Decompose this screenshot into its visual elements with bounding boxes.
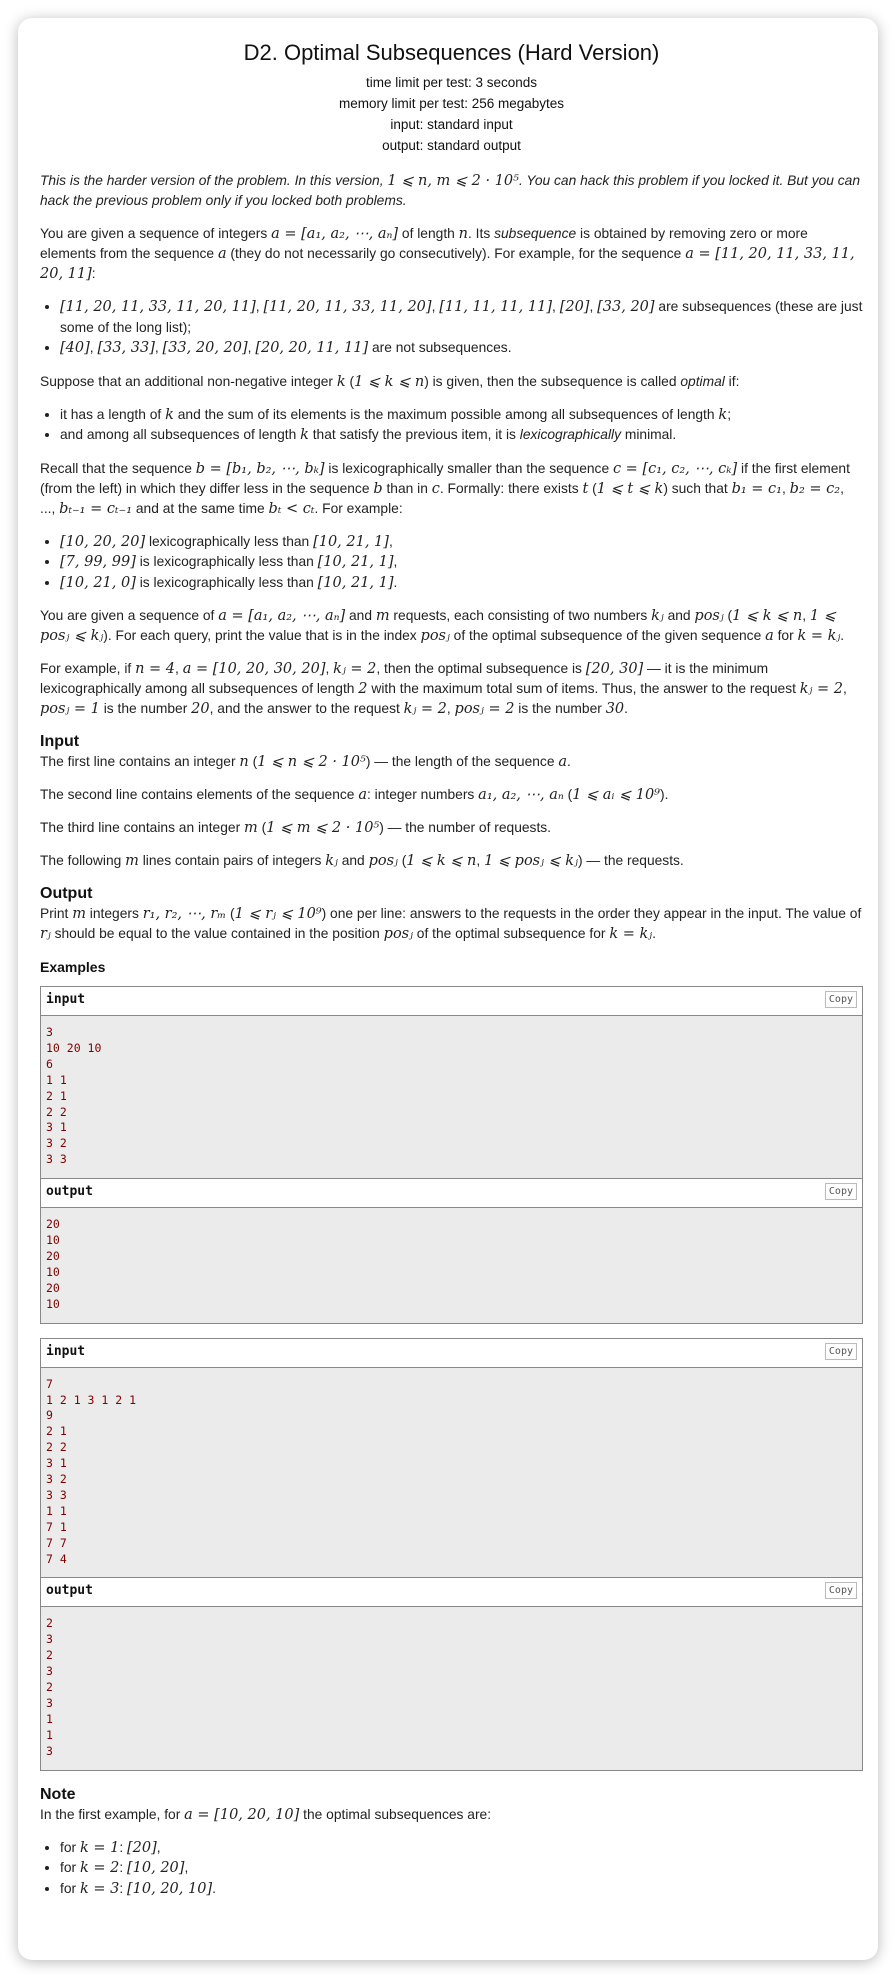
math-expression: a [765,628,774,644]
math-expression: k [165,406,174,423]
list-item [60,405,863,426]
math-expression: a₁, a₂, ⋯, aₙ [478,787,564,803]
text-segment: The third line contains an integer [40,820,245,835]
copy-input-button[interactable]: Copy [825,991,857,1008]
copy-output-button[interactable]: Copy [825,1183,857,1200]
text-segment: integers [85,906,143,921]
text-segment: This is the harder version of the problem. In this version, [40,173,388,188]
text-segment: : [119,1860,127,1876]
math-expression: b [373,480,383,497]
math-expression: kⱼ = 2 [333,661,377,677]
text-segment: the optimal subsequences are: [299,1806,492,1822]
paragraph [40,785,863,805]
text-segment: for [60,1860,80,1876]
output-line: 2 [46,1680,53,1695]
text-segment: In the first example, for [40,1806,185,1822]
input-line: 7 1 [46,1519,67,1534]
math-expression: k = 3 [79,1880,120,1897]
text-segment: is lexicographically less than [135,574,318,590]
paragraph [40,372,863,392]
math-expression: 1 ⩽ posⱼ ⩽ kⱼ [40,608,836,644]
text-segment: : integer numbers [366,787,479,802]
text-segment: . [567,754,571,769]
math-expression: b₁ = c₁ [731,480,782,497]
text-segment: ( [563,787,573,802]
math-expression: a = [a₁, a₂, ⋯, aₙ] [218,608,346,624]
output-line: 20 [46,1248,60,1263]
text-segment: ) — the length of the sequence [365,754,559,769]
math-expression: m [244,820,258,836]
input-label: input [46,1343,86,1359]
text-segment: Recall that the sequence [40,460,196,476]
problem-statement [40,171,863,719]
text-segment: that satisfy the previous item, it is [308,427,520,442]
list-item [60,1879,863,1900]
text-segment: , [781,480,790,496]
math-expression: 1 ⩽ n ⩽ 2 · 10⁵ [257,754,366,770]
math-expression: b₂ = c₂ [789,480,841,497]
math-expression: 1 ⩽ n, m ⩽ 2 · 10⁵ [387,173,519,189]
text-segment: and at the same time [132,500,269,516]
text-segment: ). [660,787,669,802]
input-line: 3 [46,1025,53,1039]
text-segment: . Formally: there exists [439,480,583,496]
paragraph [40,659,863,719]
text-segment: , [184,1860,189,1876]
input-line: 9 [46,1408,53,1423]
input-line: 2 1 [46,1088,67,1103]
text-segment: — it is the minimum lexicographically among all subsequences of length [40,661,769,696]
text-segment: , [388,533,393,549]
text-segment: are not subsequences. [368,340,512,355]
math-expression: c = [c₁, c₂, ⋯, cₖ] [612,460,738,477]
list-item [60,338,863,359]
text-segment: and [337,853,369,868]
math-expression: posⱼ [383,926,413,942]
math-expression: a = [11, 20, 11, 33, 11, 20, 11] [40,246,855,282]
math-expression: 2 [358,681,368,697]
emphasis-text: lexicographically [519,427,621,442]
copy-output-button[interactable]: Copy [825,1582,857,1599]
text-segment: and among all subsequences of length [60,427,301,442]
math-expression: a [217,246,227,262]
text-segment: should be equal to the value contained in the position [50,926,384,941]
text-segment: ; [727,406,732,422]
text-segment: , [156,1839,161,1855]
math-expression: 1 ⩽ m ⩽ 2 · 10⁵ [266,820,380,836]
input-line: 3 2 [46,1472,67,1487]
math-expression: k = kⱼ [797,628,841,644]
math-expression: [20, 30] [585,661,644,677]
text-segment: minimal. [621,427,677,442]
note-heading: Note [40,1785,76,1803]
copy-input-button[interactable]: Copy [825,1343,857,1360]
text-segment: The following [40,853,126,868]
text-segment: ( [345,373,355,389]
math-expression: 20 [191,701,210,717]
text-segment: of the optimal subsequence for [412,926,610,941]
input-line: 3 3 [46,1487,67,1502]
text-segment: for [773,628,798,643]
text-segment: ( [248,754,258,769]
math-expression: posⱼ [368,853,398,869]
problem-limits [40,72,863,156]
math-expression: posⱼ [420,628,450,644]
math-expression: n [239,754,249,770]
text-segment: ) — the requests. [577,853,684,868]
text-segment: and [345,608,376,623]
math-expression: c [431,480,440,497]
input-line: 3 3 [46,1152,67,1167]
math-expression: 30 [605,701,625,717]
input-line: 1 1 [46,1072,67,1087]
list-item [60,425,863,446]
output-line: 10 [46,1233,60,1248]
math-expression: n [458,226,469,242]
text-segment: ( [397,853,407,868]
output-label: output [46,1583,93,1599]
math-expression: a = [10, 20, 30, 20] [182,661,326,677]
output-label: output [46,1184,93,1200]
math-expression: 1 ⩽ k ⩽ n [354,373,425,390]
math-expression: [40] [60,340,90,356]
math-expression: [7, 99, 99] [60,554,136,570]
text-segment: , [589,299,598,314]
math-expression: kⱼ = 2 [799,681,843,697]
text-segment: are subsequences (these are just some of the long list); [60,299,863,335]
math-expression: 1 ⩽ aᵢ ⩽ 10⁹ [572,787,660,803]
input-line: 2 2 [46,1104,67,1119]
text-segment: is obtained by removing zero or more elements from the sequence [40,226,808,261]
input-heading: Input [40,733,80,750]
math-expression: k = 1 [79,1839,120,1856]
list-item [60,573,863,594]
text-segment: . [652,926,656,941]
output-line: 3 [46,1696,53,1710]
text-segment: , [842,681,847,696]
math-expression: [10, 20] [127,1860,185,1877]
input-line: 7 4 [46,1551,67,1566]
text-segment: it has a length of [60,406,166,422]
output-specification [40,884,863,944]
text-segment: for [60,1839,80,1855]
text-segment: and the sum of its elements is the maximum possible among all subsequences of length [173,406,719,422]
paragraph [40,171,863,211]
text-segment: of the optimal subsequence of the given sequence [449,628,766,643]
math-expression: [20] [559,299,590,315]
time-limit: time limit per test: 3 seconds [365,75,538,90]
text-segment: . [393,574,398,590]
examples-heading: Examples [40,959,106,975]
math-expression: k = kⱼ [609,926,653,942]
text-segment: ( [226,906,235,921]
text-segment: is the number [99,701,192,716]
text-segment: ( [257,820,267,835]
math-expression: posⱼ [694,608,724,624]
output-header [41,1577,862,1607]
math-expression: posⱼ = 1 [40,701,100,717]
math-expression: t [582,480,589,497]
math-expression: [20] [127,1839,157,1856]
text-segment: , ..., [40,480,844,516]
math-expression: [10, 21, 1] [317,554,394,570]
list-item [60,552,863,573]
output-line: 20 [46,1280,60,1295]
emphasis-text: optimal [680,373,725,389]
input-line: 3 1 [46,1120,67,1135]
text-segment: lexicographically less than [145,533,314,549]
math-expression: a [358,787,367,803]
paragraph [40,459,863,519]
output-heading: Output [40,885,93,902]
math-expression: 1 ⩽ rⱼ ⩽ 10⁹ [234,906,322,922]
math-expression: [10, 21, 1] [317,574,394,591]
problem-title: D2. Optimal Subsequences (Hard Version) [243,40,660,65]
paragraph [40,606,863,646]
text-segment: ( [723,608,733,623]
text-segment: requests, each consisting of two numbers [389,608,652,623]
math-expression: k [300,427,309,443]
math-expression: [10, 21, 0] [60,574,136,591]
list-item [60,532,863,553]
text-segment: Suppose that an additional non-negative integer [40,373,337,389]
text-segment: ). For each query, print the value that is in the index [103,628,421,643]
input-line: 7 7 [46,1535,67,1550]
text-segment: , then the optimal subsequence is [376,661,586,676]
output-line: 20 [46,1217,60,1232]
math-expression: [10, 21, 1] [313,533,389,550]
bullet-list [40,532,863,594]
text-segment: , [154,340,163,355]
input-content [41,1368,862,1578]
math-expression: k [336,373,346,390]
text-segment: You are given a sequence of [40,608,219,623]
text-segment: is the number [514,701,606,716]
examples [40,986,863,1771]
text-segment: if the first element (from the left) in which they differ less in the sequence [40,460,850,496]
text-segment: for [60,1880,80,1896]
math-expression: [20, 20, 11, 11] [255,340,369,356]
math-expression: [11, 11, 11, 11] [439,299,553,315]
math-expression: 1 ⩽ posⱼ ⩽ kⱼ [484,853,578,869]
math-expression: [33, 20, 20] [162,340,248,356]
paragraph [40,224,863,284]
problem-card [18,18,878,1960]
output-line: 10 [46,1296,60,1311]
text-segment: . Its [468,226,495,241]
text-segment: : [91,266,96,281]
math-expression: kⱼ = 2 [403,701,447,717]
input-line: 1 1 [46,1503,67,1518]
text-segment: , [476,853,485,868]
math-expression: k = 2 [79,1860,120,1877]
output-line: 1 [46,1711,53,1726]
text-segment: , [446,701,455,716]
bullet-list [40,405,863,446]
paragraph [40,851,863,871]
paragraph [40,904,863,944]
math-expression: [10, 20, 20] [60,533,146,550]
text-segment: , [175,661,183,676]
math-expression: [11, 20, 11, 33, 11, 20, 11] [60,299,256,315]
paragraph [40,1805,863,1825]
output-line: 10 [46,1264,60,1279]
math-expression: a = [a₁, a₂, ⋯, aₙ] [271,226,399,242]
text-segment: . [840,628,845,643]
text-segment: than in [382,480,432,496]
math-expression: m [72,906,86,922]
example-test [40,1338,863,1771]
math-expression: [33, 20] [597,299,655,315]
input-line: 6 [46,1056,53,1071]
text-segment: The first line contains an integer [40,754,240,769]
math-expression: kⱼ [651,608,664,624]
text-segment: , [431,299,440,314]
text-segment: . [212,1880,216,1896]
math-expression: 1 ⩽ t ⩽ k [596,480,664,497]
note-section [40,1785,863,1900]
emphasis-text: subsequence [494,226,577,241]
list-item [60,1858,863,1879]
math-expression: a = [10, 20, 10] [184,1806,300,1823]
bullet-list [40,297,863,359]
math-expression: k [718,406,728,423]
math-expression: b = [b₁, b₂, ⋯, bₖ] [195,460,325,477]
input-line: 7 [46,1376,53,1391]
input-line: 2 2 [46,1440,67,1455]
text-segment: of length [398,226,459,241]
text-segment: . You can hack this problem if you locked it. But you can hack the previous problem only if you locked both problems. [40,173,861,208]
text-segment: ) is given, then the subsequence is called [424,373,681,389]
math-expression: kⱼ [325,853,338,869]
math-expression: [10, 20, 10] [127,1880,213,1897]
text-segment: is lexicographically less than [135,554,318,569]
output-line: 1 [46,1727,53,1742]
input-label: input [46,992,86,1007]
text-segment: For example, if [40,661,136,676]
output-header [41,1178,862,1208]
paragraph [40,752,863,772]
input-header [41,1339,862,1368]
math-expression: 1 ⩽ k ⩽ n [406,853,477,869]
input-line: 3 1 [46,1456,67,1471]
input-content [41,1016,862,1178]
text-segment: The second line contains elements of the sequence [40,787,359,802]
text-segment: : [119,1880,127,1896]
list-item [60,1838,863,1859]
text-segment: You are given a sequence of integers [40,226,272,241]
text-segment: , [552,299,560,314]
input-specification [40,732,863,871]
text-segment: ) one per line: answers to the requests in the order they appear in the input. The value of [321,906,862,921]
input-header [41,987,862,1016]
text-segment: , [325,661,334,676]
output-line: 2 [46,1616,53,1631]
text-segment: . For example: [314,500,403,516]
output-line: 2 [46,1648,53,1663]
math-expression: bₜ₋₁ = cₜ₋₁ [59,500,133,517]
list-item [60,297,863,338]
math-expression: a [558,754,567,770]
math-expression: bₜ < cₜ [268,500,315,517]
text-segment: ) — the number of requests. [379,820,552,835]
text-segment: (they do not necessarily go consecutively). For example, for the sequence [226,246,686,261]
input-line: 2 1 [46,1424,67,1439]
text-segment: is lexicographically smaller than the sequence [324,460,613,476]
math-expression: r₁, r₂, ⋯, rₘ [142,906,227,922]
math-expression: [33, 33] [97,340,155,356]
text-segment: , [89,340,98,355]
text-segment: with the maximum total sum of items. Thus, the answer to the request [367,681,800,696]
example-test [40,986,863,1324]
input-line: 10 20 10 [46,1040,102,1055]
text-segment: , [802,608,810,623]
math-expression: posⱼ = 2 [454,701,515,717]
text-segment: , and the answer to the request [209,701,404,716]
text-segment: Print [40,906,73,921]
text-segment: ) such that [663,480,732,496]
text-segment: and [663,608,695,623]
input-file: input: standard input [390,117,513,132]
bullet-list [40,1838,863,1900]
text-segment: , [255,299,264,314]
output-line: 3 [46,1743,53,1758]
output-file: output: standard output [382,138,521,153]
memory-limit: memory limit per test: 256 megabytes [338,96,565,111]
output-line: 3 [46,1632,53,1647]
input-line: 3 2 [46,1136,67,1151]
output-line: 3 [46,1664,53,1679]
math-expression: n = 4 [135,661,176,677]
text-segment: . [624,701,628,716]
paragraph [40,818,863,838]
text-segment: : [119,1839,127,1855]
text-segment: lines contain pairs of integers [138,853,326,868]
text-segment: if: [724,373,740,389]
math-expression: rⱼ [40,926,51,942]
math-expression: m [375,608,390,624]
text-segment: ( [588,480,597,496]
math-expression: m [125,853,139,869]
output-content [41,1607,862,1769]
math-expression: [11, 20, 11, 33, 11, 20] [263,299,432,315]
text-segment: , [393,554,398,569]
output-content [41,1208,862,1322]
math-expression: 1 ⩽ k ⩽ n [732,608,803,624]
input-line: 1 2 1 3 1 2 1 [46,1392,137,1407]
text-segment: , [247,340,256,355]
